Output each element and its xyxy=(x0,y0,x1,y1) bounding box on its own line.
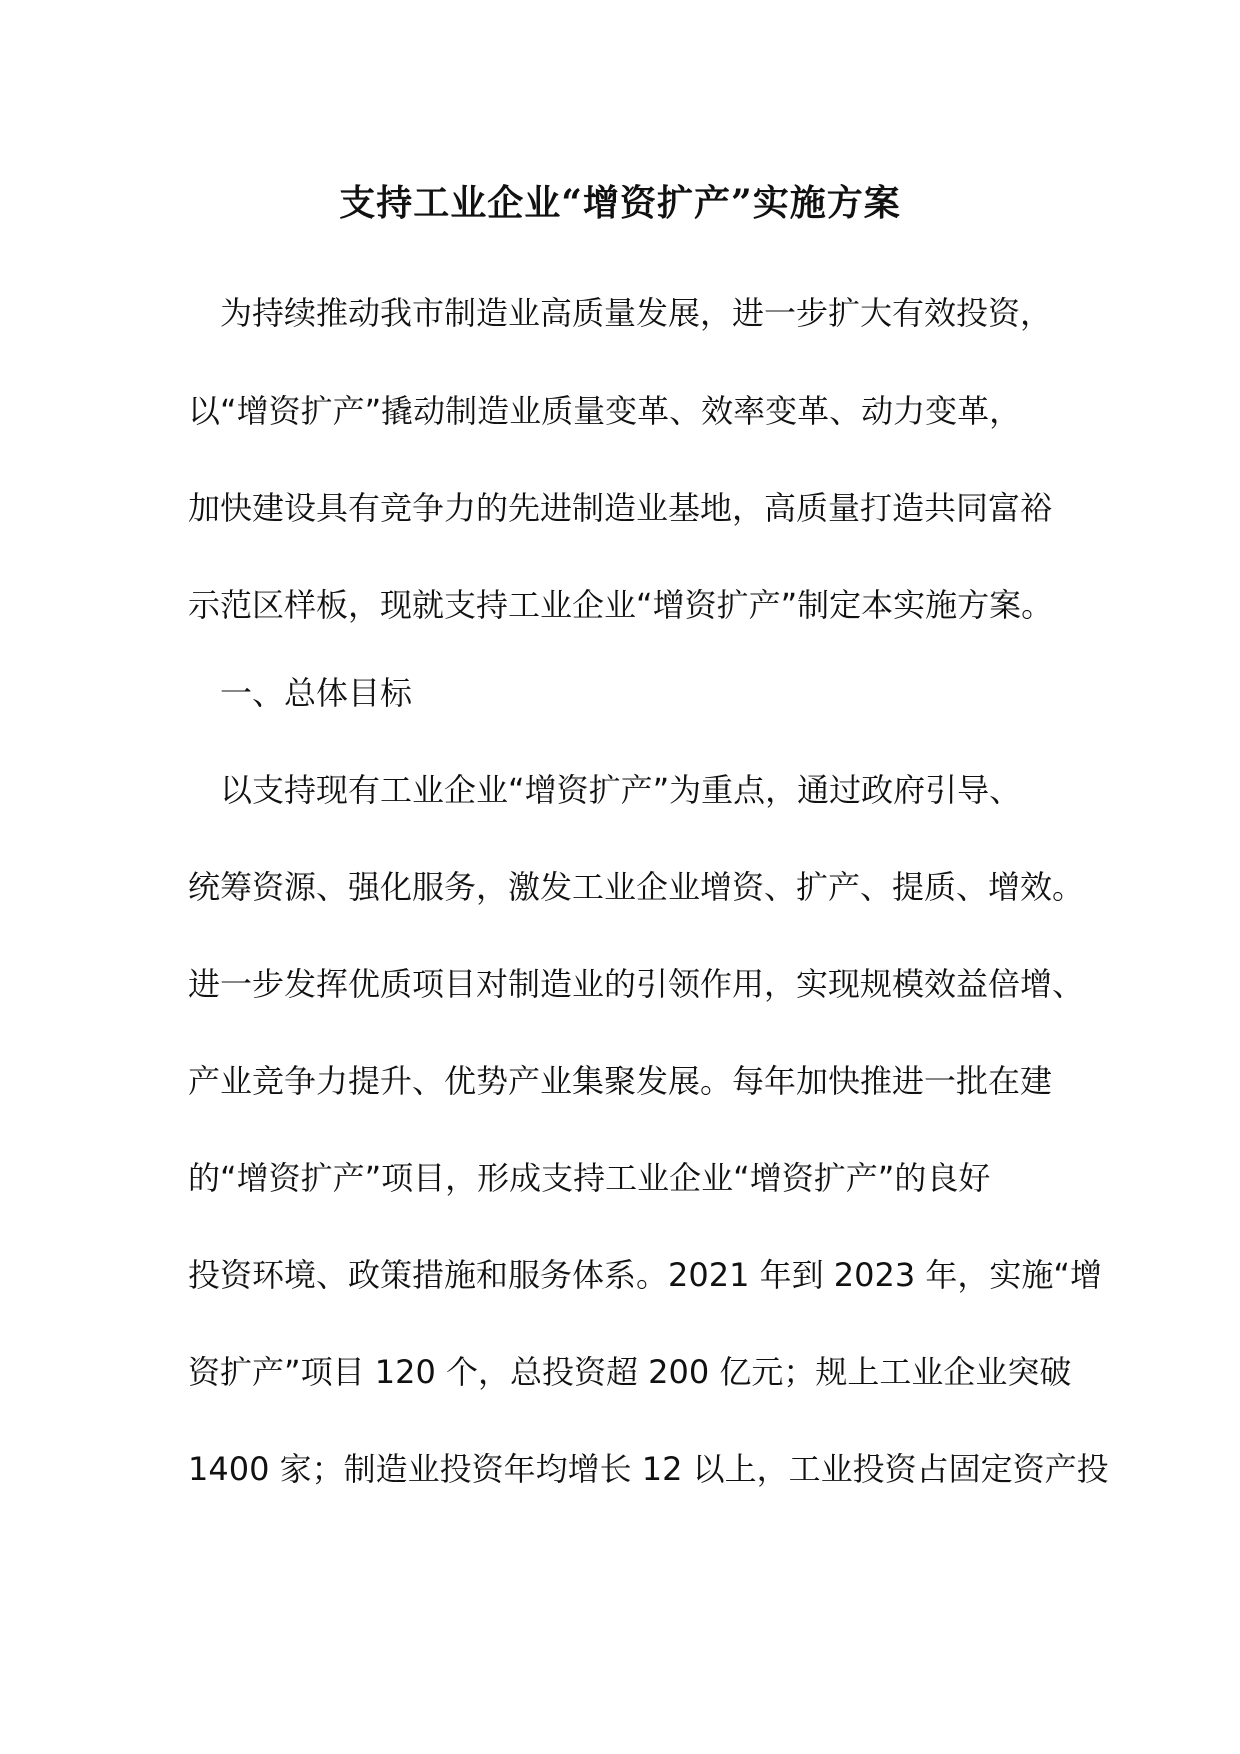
paragraph-line: 的“增资扩产”项目，形成支持工业企业“增资扩产”的良好 xyxy=(188,1159,991,1197)
document-title: 支持工业企业“增资扩产”实施方案 xyxy=(339,182,901,224)
paragraph-line: 产业竞争力提升、优势产业集聚发展。每年加快推进一批在建 xyxy=(188,1062,1053,1100)
paragraph-line: 以支持现有工业企业“增资扩产”为重点，通过政府引导、 xyxy=(188,771,1022,809)
paragraph-line: 为持续推动我市制造业高质量发展，进一步扩大有效投资， xyxy=(188,294,1053,332)
paragraph-line: 资扩产”项目 120 个，总投资超 200 亿元；规上工业企业突破 xyxy=(188,1353,1072,1391)
paragraph-line: 进一步发挥优质项目对制造业的引领作用，实现规模效益倍增、 xyxy=(188,965,1085,1003)
paragraph-line: 加快建设具有竞争力的先进制造业基地，高质量打造共同富裕 xyxy=(188,489,1053,527)
paragraph-line: 示范区样板，现就支持工业企业“增资扩产”制定本实施方案。 xyxy=(188,586,1054,624)
paragraph-line: 1400 家；制造业投资年均增长 12 以上，工业投资占固定资产投 xyxy=(188,1450,1109,1488)
section-heading: 一、总体目标 xyxy=(188,674,413,712)
paragraph-line: 投资环境、政策措施和服务体系。2021 年到 2023 年，实施“增 xyxy=(188,1256,1102,1294)
paragraph-line: 以“增资扩产”撬动制造业质量变革、效率变革、动力变革， xyxy=(188,392,1022,430)
paragraph-line: 统筹资源、强化服务，激发工业企业增资、扩产、提质、增效。 xyxy=(188,868,1085,906)
